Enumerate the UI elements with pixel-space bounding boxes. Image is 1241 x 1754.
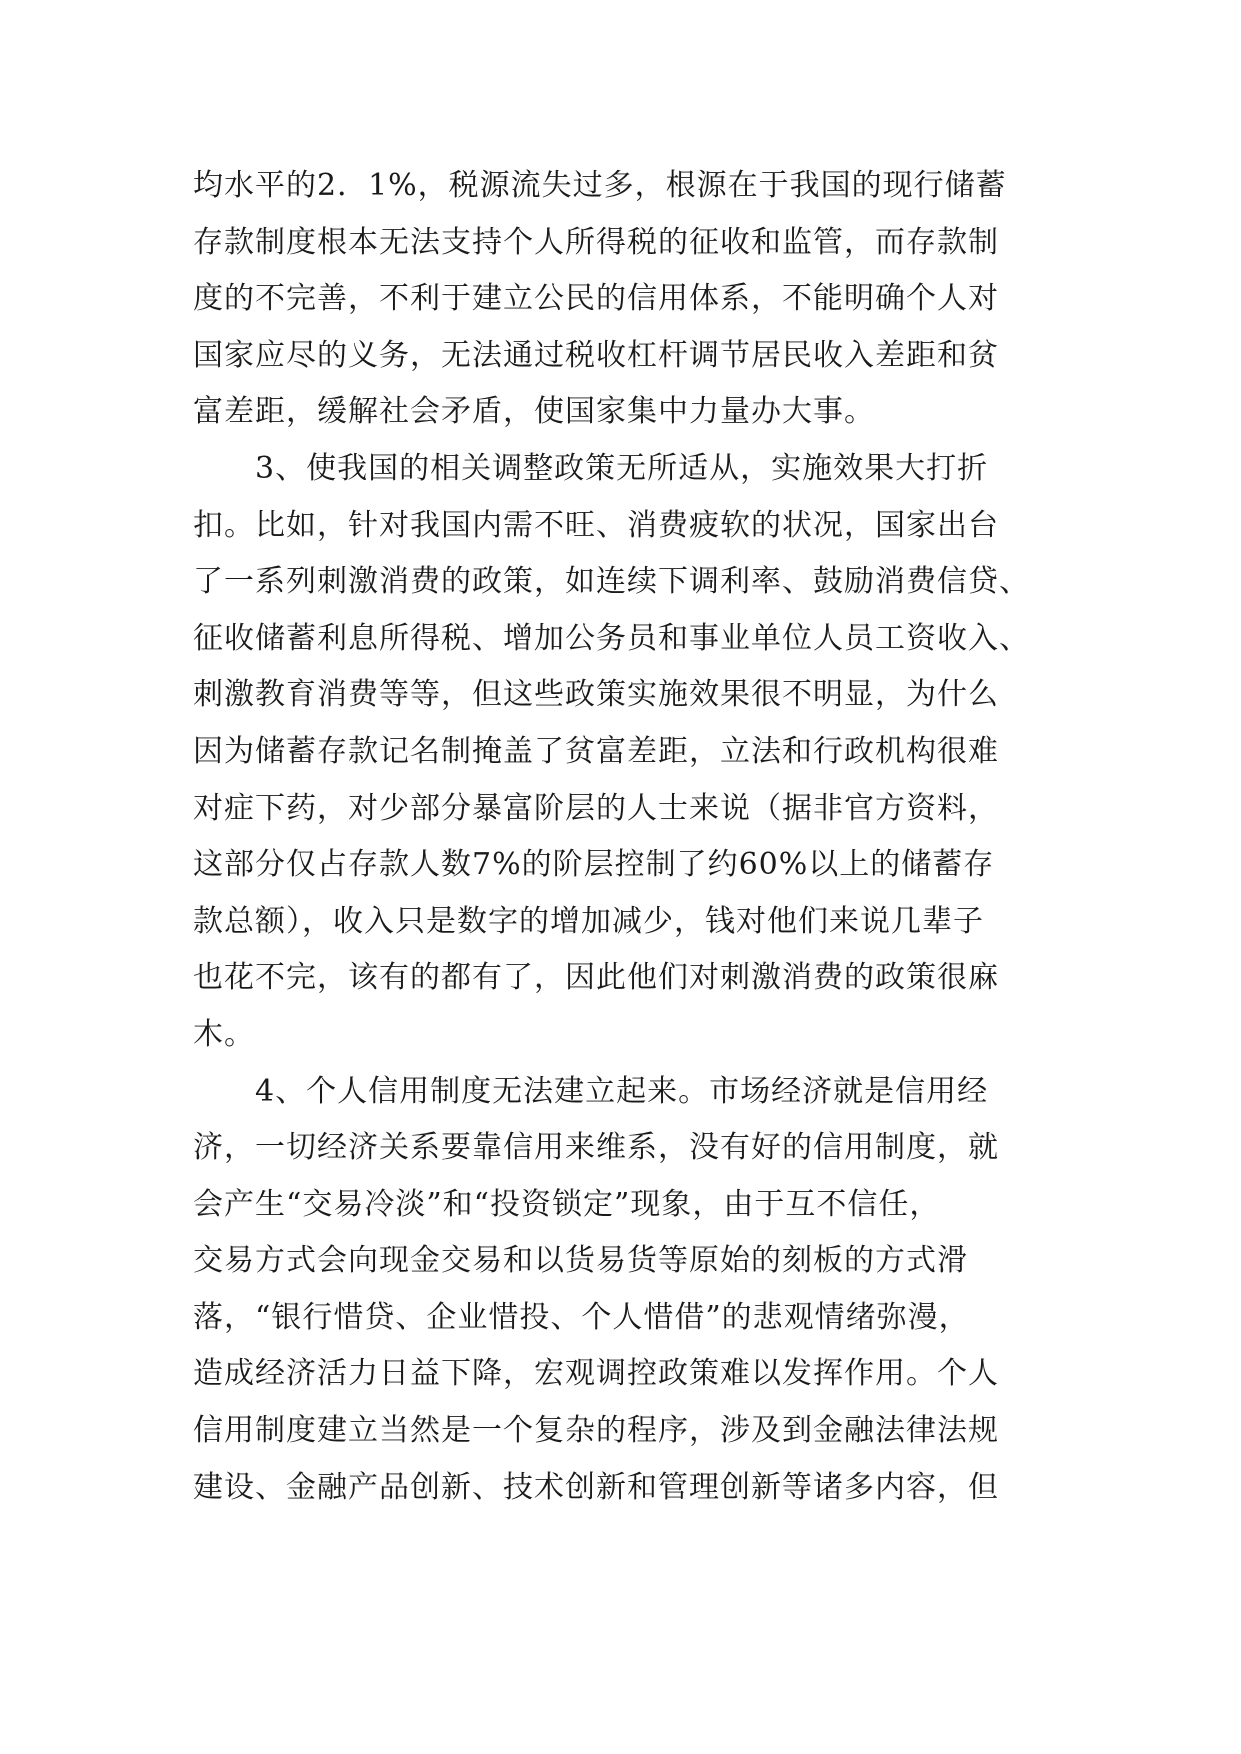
text-line: 交易方式会向现金交易和以货易货等原始的刻板的方式滑 [193,1243,968,1279]
text-line: 征收储蓄利息所得税、增加公务员和事业单位人员工资收入、 [193,620,1030,656]
text-line: 均水平的2．1%，税源流失过多，根源在于我国的现行储蓄 [193,168,1007,203]
body-text [193,158,1073,1516]
text-line: 款总额），收入只是数字的增加减少，钱对他们来说几辈子 [193,903,984,939]
text-line: 造成经济活力日益下降，宏观调控政策难以发挥作用。个人 [193,1356,999,1392]
text-line: 济，一切经济关系要靠信用来维系，没有好的信用制度，就 [193,1130,999,1166]
text-line: 度的不完善，不利于建立公民的信用体系，不能明确个人对 [193,281,999,317]
text-line: 3、使我国的相关调整政策无所适从，实施效果大打折 [193,450,989,486]
text-line: 4、个人信用制度无法建立起来。市场经济就是信用经 [193,1073,989,1109]
text-line: 扣。比如，针对我国内需不旺、消费疲软的状况，国家出台 [193,507,999,543]
text-line: 建设、金融产品创新、技术创新和管理创新等诸多内容，但 [193,1469,999,1505]
text-line: 信用制度建立当然是一个复杂的程序，涉及到金融法律法规 [193,1413,999,1449]
text-line: 因为储蓄存款记名制掩盖了贫富差距，立法和行政机构很难 [193,733,999,769]
text-line: 富差距，缓解社会矛盾，使国家集中力量办大事。 [193,394,875,430]
text-line: 刺激教育消费等等，但这些政策实施效果很不明显，为什么 [193,677,999,713]
text-line: 这部分仅占存款人数7%的阶层控制了约60%以上的储蓄存 [193,847,995,883]
text-line: 也花不完，该有的都有了，因此他们对刺激消费的政策很麻 [193,960,999,996]
text-line: 存款制度根本无法支持个人所得税的征收和监管，而存款制 [193,224,999,260]
text-line: 会产生“交易冷淡”和“投资锁定”现象，由于互不信任， [193,1186,941,1222]
text-line: 落，“银行惜贷、企业惜投、个人惜借”的悲观情绪弥漫， [193,1299,970,1335]
text-line: 木。 [193,1016,255,1052]
text-line: 了一系列刺激消费的政策，如连续下调利率、鼓励消费信贷、 [193,564,1030,600]
text-line: 对症下药，对少部分暴富阶层的人士来说（据非官方资料， [193,790,999,826]
text-line: 国家应尽的义务，无法通过税收杠杆调节居民收入差距和贫 [193,337,999,373]
